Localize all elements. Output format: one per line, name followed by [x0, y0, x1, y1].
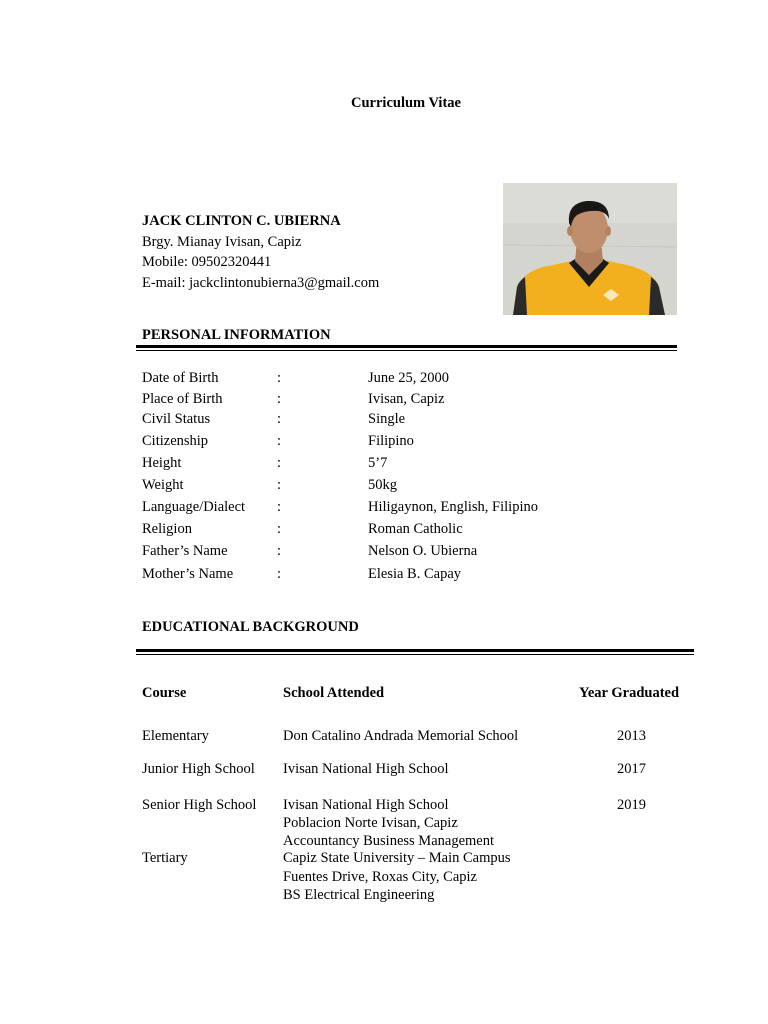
edu-header-year: Year Graduated [579, 685, 680, 701]
info-label: Height [142, 455, 182, 471]
edu-school-line: BS Electrical Engineering [283, 887, 435, 903]
info-label: Place of Birth [142, 391, 223, 407]
document-title: Curriculum Vitae [351, 95, 461, 111]
info-value: Single [368, 411, 406, 427]
info-label: Weight [142, 477, 184, 493]
info-label: Language/Dialect [142, 499, 246, 515]
info-colon: : [277, 411, 282, 427]
edu-year: 2017 [617, 761, 646, 777]
info-value: Ivisan, Capiz [368, 391, 445, 407]
info-value: 5’7 [368, 455, 388, 471]
edu-school-line: Don Catalino Andrada Memorial School [283, 728, 519, 744]
section-divider-thin [136, 350, 677, 351]
edu-school-line: Ivisan National High School [283, 797, 449, 813]
edu-school-line: Ivisan National High School [283, 761, 449, 777]
info-value: Filipino [368, 433, 414, 449]
edu-header-school: School Attended [283, 685, 385, 701]
info-value: 50kg [368, 477, 397, 493]
edu-course-elementary: Elementary [142, 728, 209, 744]
info-label: Religion [142, 521, 192, 537]
edu-course-junior-high: Junior High School [142, 761, 255, 777]
info-row-place-of-birth [142, 391, 622, 409]
info-colon: : [277, 455, 282, 471]
info-colon: : [277, 499, 282, 515]
personal-info-heading: PERSONAL INFORMATION [142, 327, 331, 343]
person-silhouette-icon [503, 183, 677, 315]
info-row-fathers-name [142, 543, 622, 561]
info-row-height [142, 455, 622, 473]
info-label: Citizenship [142, 433, 209, 449]
info-colon: : [277, 477, 282, 493]
applicant-email: E-mail: jackclintonubierna3@gmail.com [142, 275, 380, 291]
info-value: June 25, 2000 [368, 370, 449, 386]
info-value: Hiligaynon, English, Filipino [368, 499, 538, 515]
education-heading: EDUCATIONAL BACKGROUND [142, 619, 359, 635]
section-divider [136, 345, 677, 348]
info-label: Date of Birth [142, 370, 219, 386]
applicant-mobile: Mobile: 09502320441 [142, 254, 272, 270]
info-row-date-of-birth [142, 370, 622, 388]
edu-year: 2013 [617, 728, 646, 744]
edu-school-line: Accountancy Business Management [283, 833, 495, 849]
info-row-religion [142, 521, 622, 539]
info-colon: : [277, 433, 282, 449]
section-divider-thin [136, 654, 694, 655]
info-value: Roman Catholic [368, 521, 463, 537]
info-colon: : [277, 370, 282, 386]
info-value: Elesia B. Capay [368, 566, 462, 582]
applicant-address: Brgy. Mianay Ivisan, Capiz [142, 234, 302, 250]
info-colon: : [277, 543, 282, 559]
info-colon: : [277, 391, 282, 407]
info-label: Father’s Name [142, 543, 228, 559]
info-row-citizenship [142, 433, 622, 451]
info-row-language [142, 499, 622, 517]
info-value: Nelson O. Ubierna [368, 543, 478, 559]
info-row-civil-status [142, 411, 622, 429]
edu-header-course: Course [142, 685, 187, 701]
edu-course-senior-high: Senior High School [142, 797, 257, 813]
info-row-weight [142, 477, 622, 495]
profile-photo [503, 183, 677, 315]
info-label: Mother’s Name [142, 566, 234, 582]
edu-school-line: Poblacion Norte Ivisan, Capiz [283, 815, 458, 831]
edu-year: 2019 [617, 797, 646, 813]
info-colon: : [277, 566, 282, 582]
applicant-name: JACK CLINTON C. UBIERNA [142, 213, 341, 229]
info-label: Civil Status [142, 411, 211, 427]
info-colon: : [277, 521, 282, 537]
edu-school-line: Fuentes Drive, Roxas City, Capiz [283, 869, 477, 885]
info-row-mothers-name [142, 566, 622, 584]
section-divider [136, 649, 694, 652]
edu-course-tertiary: Tertiary [142, 850, 188, 866]
edu-school-line: Capiz State University – Main Campus [283, 850, 511, 866]
